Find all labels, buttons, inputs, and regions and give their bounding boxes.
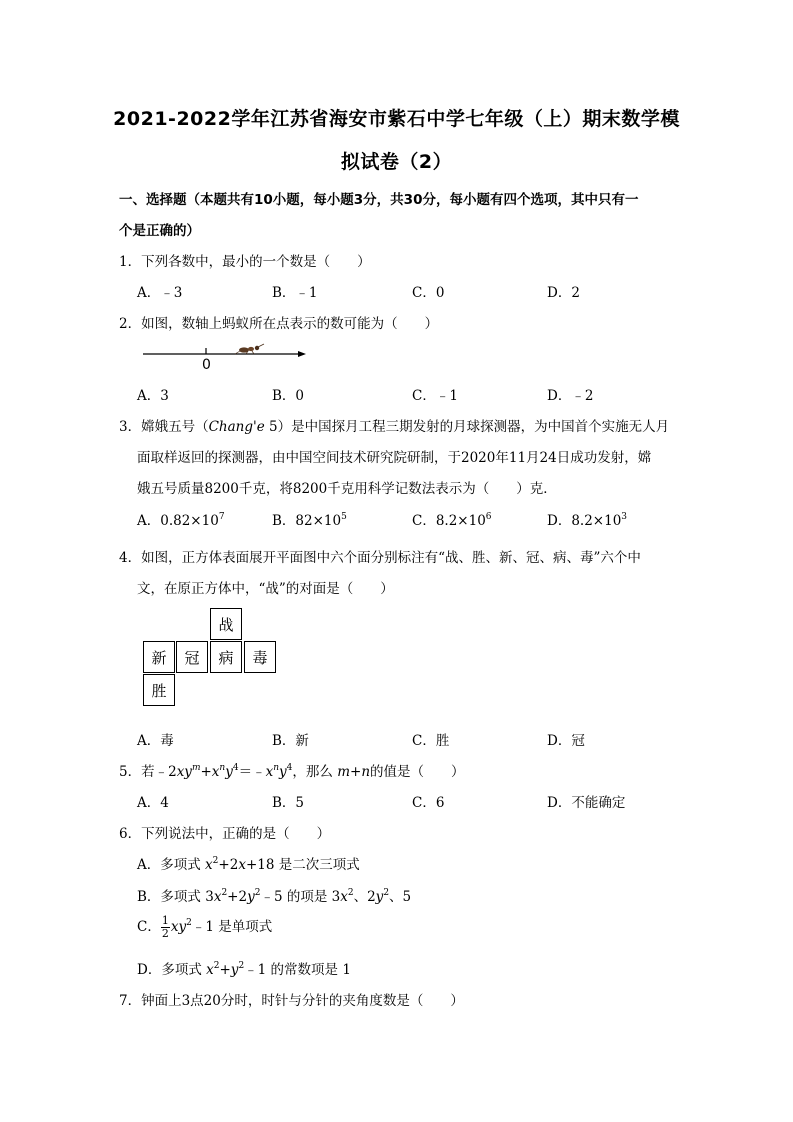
exam-title-line2: 拟试卷（2）: [340, 151, 453, 173]
net-face-zhan: 战: [210, 608, 242, 640]
q2-option-c: C．﹣1: [412, 388, 458, 404]
q3-line1: 3．嫦娥五号（Chang'e 5）是中国探月工程三期发射的月球探测器，为中国首个实施无人月: [119, 419, 670, 435]
q5-option-b: B．5: [272, 795, 305, 811]
q6-option-c: C． $\frac{1}{2}$ $xy^2﹣1$ 是单项式: [137, 914, 273, 940]
q3-line3: 娥五号质量8200千克，将8200千克用科学记数法表示为（ ）克．: [137, 481, 557, 497]
q3-option-b: B．$82\times 10^5$: [272, 512, 347, 529]
q4-line1: 4．如图，正方体表面展开平面图中六个面分别标注有“战、胜、新、冠、病、毒”六个中: [119, 550, 641, 566]
q4-option-b: B．新: [272, 733, 309, 749]
net-face-sheng: 胜: [143, 674, 175, 706]
section-heading-line2: 个是正确的）: [119, 223, 200, 239]
exam-title-line1: 2021-2022学年江苏省海安市紫石中学七年级（上）期末数学模: [113, 108, 680, 130]
q5-option-a: A．4: [137, 795, 169, 811]
q6-option-b: B．多项式 $3x^2+2y^2﹣5$ 的项是 $3x^2$、$2y^2$、5: [137, 888, 412, 905]
q1-option-b: B．﹣1: [272, 285, 318, 301]
q3-option-d: D．$8.2\times 10^3$: [547, 512, 628, 529]
section-heading-line1: 一、选择题（本题共有10小题，每小题3分，共30分，每小题有四个选项，其中只有一: [119, 192, 639, 208]
q1-option-d: D．2: [547, 285, 580, 301]
q1-option-c: C．0: [412, 285, 445, 301]
net-face-du: 毒: [244, 641, 276, 673]
q2-option-a: A．3: [137, 388, 169, 404]
q4-option-a: A．毒: [137, 733, 174, 749]
net-face-guan: 冠: [176, 641, 208, 673]
q5-option-d: D．不能确定: [547, 795, 626, 811]
q4-line2: 文，在原正方体中，“战”的对面是（ ）: [137, 581, 394, 597]
q5-stem: 5．若$﹣2xy^m+x^ny^4=﹣x^ny^4$，那么 m+n的值是（ ）: [119, 763, 465, 780]
q5-option-c: C．6: [412, 795, 445, 811]
q2-stem: 2．如图，数轴上蚂蚁所在点表示的数可能为（ ）: [119, 316, 439, 332]
q3-option-a: A．$0.82\times 10^7$: [137, 512, 225, 529]
q2-option-b: B．0: [272, 388, 305, 404]
number-line-arrow: [298, 351, 306, 357]
q1-stem: 1．下列各数中，最小的一个数是（ ）: [119, 254, 371, 270]
q4-option-d: D．冠: [547, 733, 585, 749]
q1-option-a: A．﹣3: [137, 285, 183, 301]
q3-line2: 面取样返回的探测器，由中国空间技术研究院研制，于2020年11月24日成功发射，嫦: [137, 450, 652, 466]
net-face-bing: 病: [210, 641, 242, 673]
q6-stem: 6．下列说法中，正确的是（ ）: [119, 826, 331, 842]
fraction-one-half: $\frac{1}{2}$: [161, 914, 169, 940]
q4-option-c: C．胜: [412, 733, 450, 749]
number-line-figure: [140, 340, 310, 374]
q6-option-d: D．多项式 $x^2+y^2﹣1$ 的常数项是 1: [137, 961, 351, 978]
q6-option-a: A．多项式 $x^2+2x+18$ 是二次三项式: [137, 856, 360, 873]
number-line-zero-label: 0: [202, 357, 211, 373]
q2-option-d: D．﹣2: [547, 388, 594, 404]
q3-option-c: C．$8.2\times 10^6$: [412, 512, 492, 529]
q7-stem: 7．钟面上3点20分时，时针与分针的夹角度数是（ ）: [119, 993, 464, 1009]
net-face-xin: 新: [143, 641, 175, 673]
ant-icon: [235, 344, 264, 354]
